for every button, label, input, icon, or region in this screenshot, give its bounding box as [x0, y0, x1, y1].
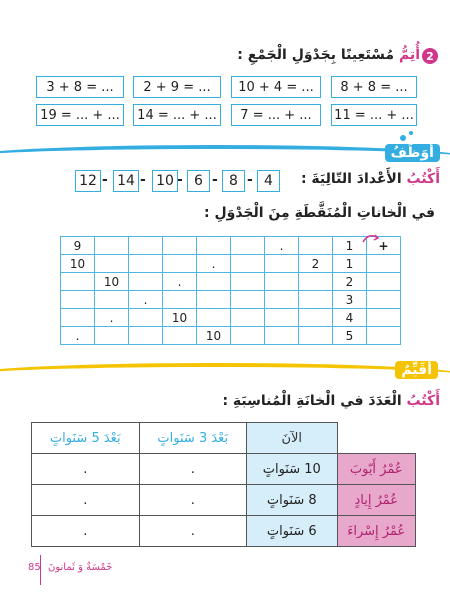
grid-corner-plus: +	[367, 237, 401, 255]
evaluate-text: الْعَدَدَ في الْخانَةِ الْمُناسِبَةِ :	[222, 393, 402, 409]
ages-now-value: 6 سَنَواتٍ	[247, 516, 338, 547]
equation-text: 8 + 8 = ...	[340, 79, 408, 95]
sequence-dash: -	[102, 172, 108, 188]
sequence-number: 10	[156, 173, 174, 189]
equation-text: 10 + 4 = ...	[238, 79, 314, 95]
grid-cell	[129, 237, 163, 255]
grid-row	[61, 327, 401, 345]
grid-cell	[231, 237, 265, 255]
grid-cell	[367, 327, 401, 345]
ages-header-after-5: بَعْدَ 5 سَنَواتٍ	[32, 423, 140, 454]
evaluate-verb: أَكْتُبُ	[406, 393, 440, 409]
grid-cell	[299, 309, 333, 327]
grid-cell	[163, 255, 197, 273]
exercise-2-title	[237, 47, 434, 63]
equation-text: 19 = ... + ...	[40, 107, 120, 123]
grid-row	[61, 291, 401, 309]
grid-cell	[129, 327, 163, 345]
plus-arrow-icon	[361, 232, 381, 244]
grid-cell	[265, 255, 299, 273]
grid-cell	[299, 327, 333, 345]
sequence-number: 14	[117, 173, 135, 189]
grid-cell	[367, 273, 401, 291]
grid-cell	[265, 273, 299, 291]
sequence-number-box	[222, 170, 245, 192]
grid-cell	[231, 273, 265, 291]
grid-cell	[367, 255, 401, 273]
ages-now-value: 10 سَنَواتٍ	[247, 454, 338, 485]
grid-cell	[163, 237, 197, 255]
grid-cell: 10	[163, 309, 197, 327]
grid-row	[61, 237, 401, 255]
grid-cell	[61, 273, 95, 291]
evaluate-tab-label: أُقَيِّمُ	[401, 362, 432, 378]
equation-text: 7 = ... + ...	[240, 107, 312, 123]
grid-cell: 1	[333, 237, 367, 255]
sequence-dash: -	[140, 172, 146, 188]
page-number-words: خَمْسَةٌ وَ ثَمانونَ	[48, 562, 113, 573]
grid-cell	[61, 309, 95, 327]
grid-cell: 4	[333, 309, 367, 327]
grid-instruction-text: في الْخاناتِ الْمُنَقَّطَةِ مِنَ الْجَدْوَلِ :	[204, 205, 435, 221]
ages-answer-cell[interactable]: .	[139, 454, 246, 485]
grid-cell	[299, 273, 333, 291]
grid-cell	[231, 327, 265, 345]
ages-row-label: عُمْرُ إِسْراءَ	[337, 516, 416, 547]
ages-table	[31, 422, 416, 547]
grid-cell	[61, 291, 95, 309]
ages-header-empty	[337, 423, 416, 454]
sequence-number-box	[113, 170, 139, 192]
grid-cell: 10	[197, 327, 231, 345]
grid-cell: .	[61, 327, 95, 345]
equation-box[interactable]	[331, 76, 417, 98]
ages-header-after-3: بَعْدَ 3 سَنَواتٍ	[139, 423, 246, 454]
grid-cell	[299, 291, 333, 309]
grid-instruction	[204, 205, 435, 221]
employ-tab	[385, 144, 440, 162]
equation-box[interactable]	[133, 76, 221, 98]
section-band-blue	[0, 145, 450, 171]
decor-dots-blue	[409, 131, 413, 135]
exercise-2-text: مُسْتَعِينًا بِجَدْوَلِ الْجَمْعِ :	[237, 47, 395, 63]
ages-row-label: عُمْرُ إِيادٍ	[337, 485, 416, 516]
ages-answer-cell[interactable]: .	[32, 516, 140, 547]
grid-cell	[197, 309, 231, 327]
grid-cell	[265, 291, 299, 309]
grid-cell	[231, 255, 265, 273]
grid-cell: 2	[333, 273, 367, 291]
sequence-number-box	[257, 170, 280, 192]
sequence-number: 6	[194, 173, 203, 189]
grid-cell: .	[129, 291, 163, 309]
grid-cell: 1	[333, 255, 367, 273]
grid-cell	[163, 327, 197, 345]
grid-cell: 3	[333, 291, 367, 309]
grid-cell	[231, 291, 265, 309]
equation-box[interactable]	[231, 76, 321, 98]
equation-text: 11 = ... + ...	[334, 107, 414, 123]
exercise-2-verb: أُتِمُّ	[398, 47, 420, 63]
sequence-number: 8	[229, 173, 238, 189]
sequence-dash: -	[212, 172, 218, 188]
grid-cell	[265, 327, 299, 345]
equation-box[interactable]	[331, 104, 417, 126]
sequence-number: 12	[79, 173, 97, 189]
ages-answer-cell[interactable]: .	[139, 485, 246, 516]
grid-cell	[95, 237, 129, 255]
section-band-yellow	[0, 363, 450, 389]
grid-row	[61, 273, 401, 291]
ages-row	[32, 454, 416, 485]
grid-row	[61, 309, 401, 327]
grid-cell: .	[265, 237, 299, 255]
grid-cell: 5	[333, 327, 367, 345]
ages-row	[32, 485, 416, 516]
exercise-number-badge	[422, 48, 438, 64]
grid-cell: 10	[61, 255, 95, 273]
addition-grid	[60, 236, 401, 345]
grid-cell: 9	[61, 237, 95, 255]
exercise-number: 2	[426, 49, 434, 63]
sequence-number-box	[187, 170, 210, 192]
grid-cell: .	[197, 255, 231, 273]
grid-cell	[197, 291, 231, 309]
equation-text: 3 + 8 = ...	[46, 79, 114, 95]
grid-cell	[265, 309, 299, 327]
grid-cell	[95, 327, 129, 345]
sequence-dash: -	[247, 172, 253, 188]
sequence-number-box	[152, 170, 178, 192]
equation-text: 2 + 9 = ...	[143, 79, 211, 95]
grid-cell	[367, 291, 401, 309]
evaluate-tab	[395, 361, 438, 379]
grid-cell	[367, 309, 401, 327]
grid-cell	[231, 309, 265, 327]
evaluate-instruction	[222, 393, 440, 409]
grid-cell: 10	[95, 273, 129, 291]
ages-now-value: 8 سَنَواتٍ	[247, 485, 338, 516]
equation-box[interactable]	[231, 104, 321, 126]
equation-box[interactable]	[36, 76, 124, 98]
ages-header-row	[32, 423, 416, 454]
sequence-verb: أَكْتُبُ	[406, 171, 440, 187]
grid-cell: 2	[299, 255, 333, 273]
grid-cell	[299, 237, 333, 255]
grid-cell	[163, 291, 197, 309]
grid-cell: .	[95, 309, 129, 327]
grid-cell	[129, 309, 163, 327]
grid-cell: .	[163, 273, 197, 291]
equation-box[interactable]	[36, 104, 124, 126]
ages-answer-cell[interactable]: .	[139, 516, 246, 547]
ages-answer-cell[interactable]: .	[32, 454, 140, 485]
equation-text: 14 = ... + ...	[137, 107, 217, 123]
grid-cell	[197, 237, 231, 255]
ages-row	[32, 516, 416, 547]
sequence-number: 4	[264, 173, 273, 189]
ages-answer-cell[interactable]: .	[32, 485, 140, 516]
grid-cell	[197, 273, 231, 291]
sequence-dash: -	[177, 172, 183, 188]
sequence-text: الأَعْدادَ التّالِيَةَ :	[300, 171, 402, 187]
ages-header-now: الآنَ	[247, 423, 338, 454]
employ-tab-label: أُوَظِّفُ	[390, 145, 434, 161]
grid-cell	[129, 273, 163, 291]
ages-row-label: عُمْرُ أَيّوبَ	[337, 454, 416, 485]
grid-cell	[95, 255, 129, 273]
grid-row	[61, 255, 401, 273]
equation-box[interactable]	[133, 104, 221, 126]
grid-cell	[129, 255, 163, 273]
sequence-number-box	[75, 170, 101, 192]
grid-cell	[95, 291, 129, 309]
sequence-instruction	[301, 171, 440, 187]
decor-dots-blue	[400, 135, 406, 141]
page-number: 85	[28, 562, 41, 573]
